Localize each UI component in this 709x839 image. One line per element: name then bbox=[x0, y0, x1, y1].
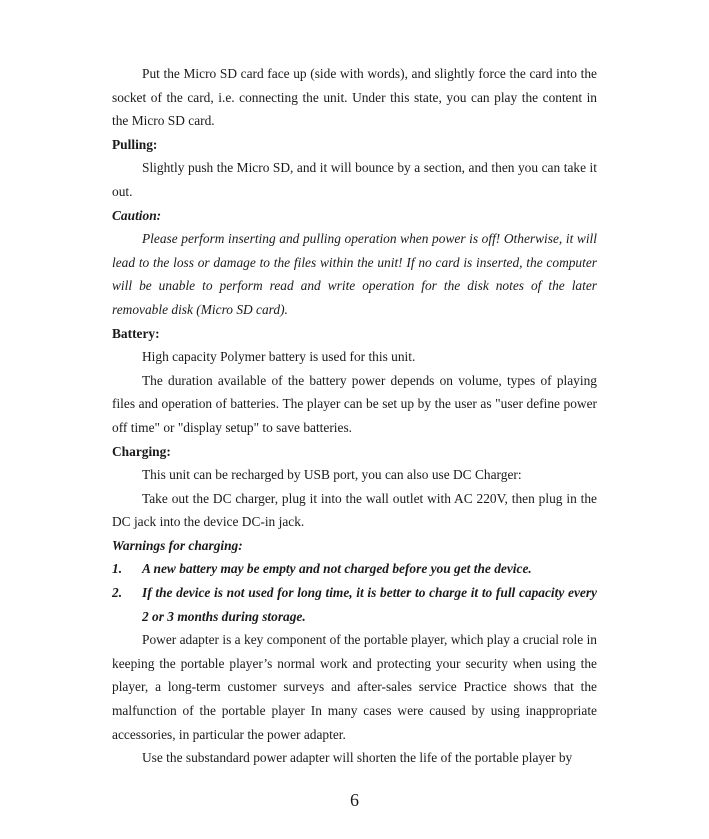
warning-item bbox=[112, 581, 597, 628]
paragraph-adapter-2: Use the substandard power adapter will shorten the life of the portable player by bbox=[142, 750, 573, 766]
page-number: 6 bbox=[350, 790, 359, 810]
paragraph-charging-1: This unit can be recharged by USB port, you can also use DC Charger: bbox=[142, 467, 522, 483]
paragraph-battery-1: High capacity Polymer battery is used for this unit. bbox=[142, 349, 416, 365]
paragraph-inserting: Put the Micro SD card face up (side with words), and slightly force the card into the socket of the card, i.e. connecting the unit. Under this state, you can play the content in the Micro SD card. bbox=[112, 66, 597, 129]
heading-caution: Caution: bbox=[112, 207, 162, 223]
heading-battery: Battery: bbox=[112, 325, 160, 341]
warning-item bbox=[112, 557, 597, 581]
document-body bbox=[112, 62, 597, 770]
paragraph-pulling: Slightly push the Micro SD, and it will bounce by a section, and then you can take it out. bbox=[112, 160, 597, 199]
warning-number: 1. bbox=[112, 561, 123, 577]
heading-charging: Charging: bbox=[112, 443, 171, 459]
heading-warnings: Warnings for charging: bbox=[112, 537, 243, 553]
warning-number: 2. bbox=[112, 585, 123, 601]
paragraph-adapter-1: Power adapter is a key component of the portable player, which play a crucial role in keeping the portable player’s normal work and protecting your security when using the player, a long-term customer surveys and after-sales service Practice shows that the malfunction of the portable player In many cases were caused by using inappropriate accessories, in particular the power adapter. bbox=[112, 632, 597, 742]
warning-text: A new battery may be empty and not charged before you get the device. bbox=[142, 561, 532, 577]
warning-text: If the device is not used for long time, it is better to charge it to full capacity every 2 or 3 months during storage. bbox=[142, 585, 597, 624]
heading-pulling: Pulling: bbox=[112, 136, 158, 152]
paragraph-caution: Please perform inserting and pulling operation when power is off! Otherwise, it will lead to the loss or damage to the files within the unit! If no card is inserted, the computer will be unable to perform read and write operation for the disk notes of the later removable disk (Micro SD card). bbox=[112, 231, 597, 317]
paragraph-charging-2: Take out the DC charger, plug it into the wall outlet with AC 220V, then plug in the DC jack into the device DC-in jack. bbox=[112, 490, 597, 530]
paragraph-battery-2: The duration available of the battery power depends on volume, types of playing files and operation of batteries. The player can be set up by the user as "user define power off time" or "display setup" to save batteries. bbox=[112, 372, 597, 435]
